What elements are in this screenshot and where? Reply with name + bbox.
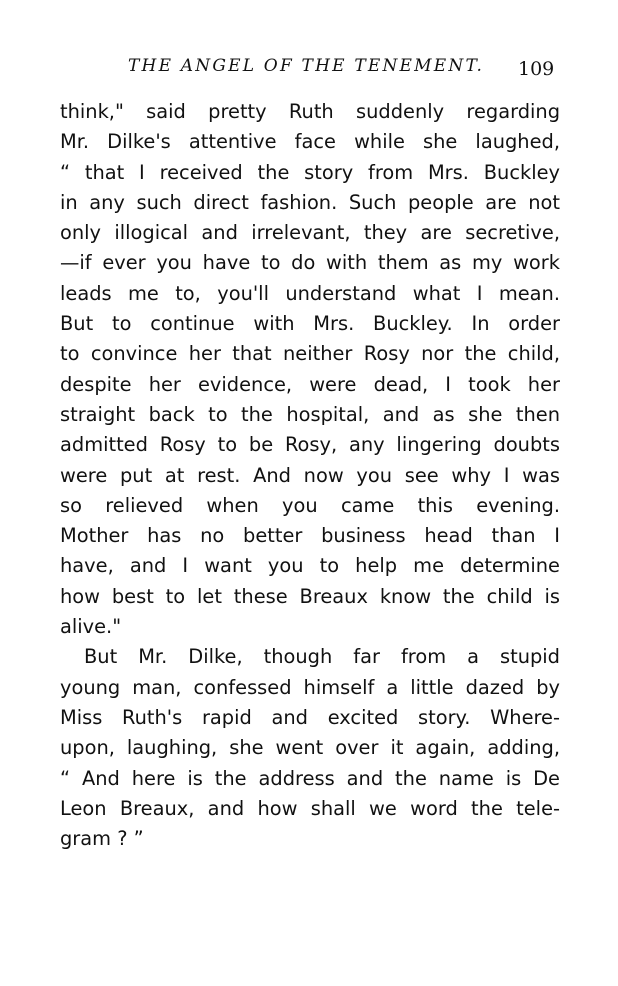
text-line: only illogical and irrelevant, they are secretive, <box>60 221 560 245</box>
text-line: Mother has no better business head than I <box>60 524 560 548</box>
text-line: Miss Ruth's rapid and excited story. Where- <box>60 705 560 729</box>
text-line: were put at rest. And now you see why I was <box>60 463 560 487</box>
text-line: have, and I want you to help me determine <box>60 554 560 578</box>
page-number: 109 <box>518 58 555 80</box>
text-line: so relieved when you came this evening. <box>60 493 560 517</box>
running-title: THE ANGEL OF THE TENEMENT. <box>128 56 485 76</box>
text-line: despite her evidence, were dead, I took her <box>60 372 560 396</box>
text-line: gram ? ” <box>60 827 144 851</box>
text-line: Leon Breaux, and how shall we word the tele- <box>60 796 560 820</box>
text-line: Mr. Dilke's attentive face while she laughed, <box>60 130 560 154</box>
body-text <box>60 97 560 854</box>
text-line: alive." <box>60 615 122 639</box>
text-line: in any such direct fashion. Such people are not <box>60 190 560 214</box>
text-line: young man, confessed himself a little dazed by <box>60 675 560 699</box>
text-line: But to continue with Mrs. Buckley. In order <box>60 312 560 336</box>
paragraph-2 <box>60 642 560 854</box>
text-line: straight back to the hospital, and as she then <box>60 402 560 426</box>
text-line: admitted Rosy to be Rosy, any lingering doubts <box>60 433 560 457</box>
paragraph-1 <box>60 97 560 642</box>
text-line: to convince her that neither Rosy nor the child, <box>60 342 560 366</box>
text-line: “ And here is the address and the name is De <box>60 766 560 790</box>
text-line: —if ever you have to do with them as my work <box>60 251 560 275</box>
running-head <box>0 56 618 84</box>
text-line: leads me to, you'll understand what I mean. <box>60 281 560 305</box>
text-line: how best to let these Breaux know the child is <box>60 584 560 608</box>
text-line: think," said pretty Ruth suddenly regarding <box>60 100 560 123</box>
text-line: “ that I received the story from Mrs. Buckley <box>60 160 560 184</box>
text-line: But Mr. Dilke, though far from a stupid <box>84 645 560 669</box>
text-line: upon, laughing, she went over it again, adding, <box>60 736 560 760</box>
